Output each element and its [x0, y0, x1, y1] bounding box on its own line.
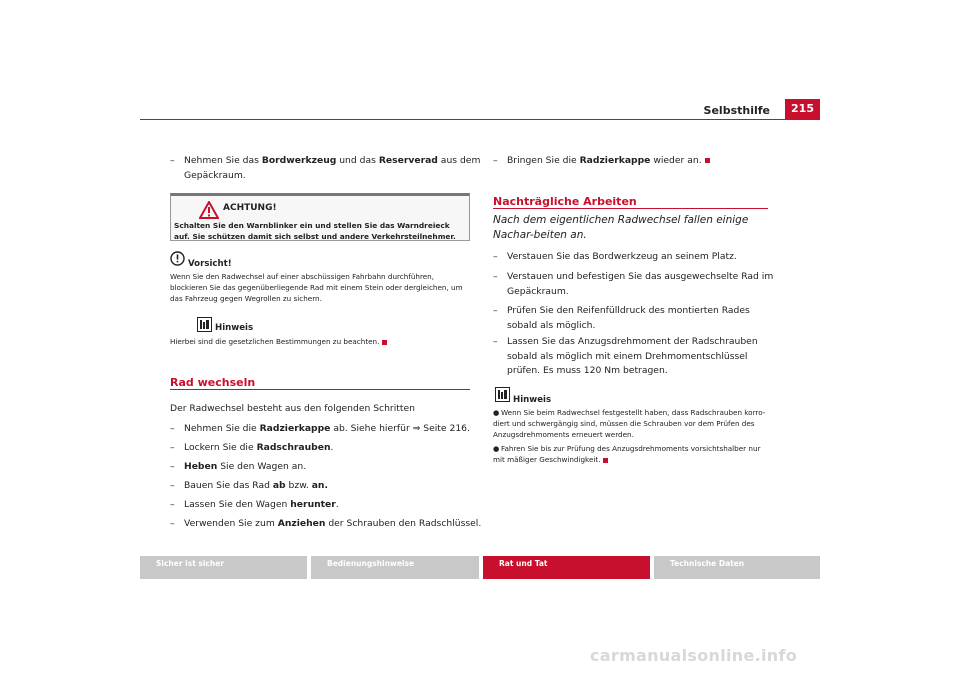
section-intro-italic: Nach dem eigentlichen Radwechsel fallen einige Nachar-beiten an. [493, 214, 749, 241]
section-title-nachtraegliche-arbeiten: Nachträgliche Arbeiten [493, 195, 637, 208]
step-radschrauben: – Lockern Sie die Radschrauben. [170, 442, 334, 453]
note-title: Hinweis [513, 395, 552, 405]
end-mark [382, 340, 387, 345]
caution-icon [170, 251, 185, 266]
page-number-badge: 215 [785, 99, 820, 119]
end-mark [705, 158, 710, 163]
info-icon [495, 387, 510, 402]
list-item-radzierkappe: – Bringen Sie die Radzierkappe wieder an. [493, 154, 782, 169]
warning-text: Schalten Sie den Warnblinker ein und stellen Sie das Warndreieck auf. Sie schützen damit sich selbst und andere Verkehrsteilnehmer. [174, 221, 456, 241]
step-rad-ab-an: – Bauen Sie das Rad ab bzw. an. [170, 480, 328, 491]
note-bullet: ● Fahren Sie bis zur Prüfung des Anzugsdrehmoments vorsichtshalber nur mit mäßiger Geschwindigkeit. [493, 444, 761, 465]
caution-text: Wenn Sie den Radwechsel auf einer abschüssigen Fahrbahn durchführen, blockieren Sie das gegenüberliegende Rad mit einem Stein oder dergleichen, um das Fahrzeug gegen Wegrollen zu sichern. [170, 272, 463, 304]
warning-triangle-icon [199, 201, 219, 219]
warning-box [170, 193, 470, 241]
header-rule [140, 119, 820, 120]
footer-tab-sicher-ist-sicher[interactable]: Sicher ist sicher [140, 556, 307, 579]
step-anzugsdrehmoment: – Lassen Sie das Anzugsdrehmoment der Radschrauben sobald als möglich mit einem Drehmomentschlüssel prüfen. Es muss 120 Nm betragen. [493, 336, 758, 377]
bullet-icon: ● [493, 444, 500, 453]
section-rule [170, 389, 470, 390]
watermark: carmanualsonline.info [590, 646, 798, 665]
bullet-icon: ● [493, 408, 500, 417]
running-header-title: Selbsthilfe [703, 104, 770, 117]
footer-tab-bedienungshinweise[interactable]: Bedienungshinweise [311, 556, 479, 579]
section-title-rad-wechseln: Rad wechseln [170, 376, 256, 389]
footer-tab-rat-und-tat[interactable]: Rat und Tat [483, 556, 650, 579]
step-herunter: – Lassen Sie den Wagen herunter. [170, 499, 339, 510]
info-icon [197, 317, 212, 332]
section-rule [493, 208, 768, 209]
step-radzierkappe: – Nehmen Sie die Radzierkappe ab. Siehe hierfür ⇒ Seite 216. [170, 423, 470, 434]
step-reserverad: – Verstauen und befestigen Sie das ausgewechselte Rad im Gepäckraum. [493, 271, 774, 297]
step-bordwerkzeug: – Verstauen Sie das Bordwerkzeug an seinem Platz. [493, 251, 737, 262]
end-mark [603, 458, 608, 463]
step-anziehen: – Verwenden Sie zum Anziehen der Schrauben den Radschlüssel. [170, 518, 482, 529]
list-item-tools: – Nehmen Sie das Bordwerkzeug und das Reserverad aus dem Gepäckraum. [170, 155, 481, 181]
section-intro: Der Radwechsel besteht aus den folgenden Schritten [170, 403, 415, 414]
caution-title: Vorsicht! [188, 259, 232, 269]
footer-tab-technische-daten[interactable]: Technische Daten [654, 556, 820, 579]
note-bullet: ● Wenn Sie beim Radwechsel festgestellt haben, dass Radschrauben korro-diert und schwergängig sind, müssen die Schrauben vor dem Prüfen des Anzugsdrehmoments erneuert werden. [493, 408, 766, 440]
warning-title: ACHTUNG! [223, 203, 277, 213]
note-title: Hinweis [215, 323, 254, 333]
step-reifenfuelldruck: – Prüfen Sie den Reifenfülldruck des montierten Rades sobald als möglich. [493, 305, 750, 331]
step-heben: – Heben Sie den Wagen an. [170, 461, 307, 472]
note-text: Hierbei sind die gesetzlichen Bestimmungen zu beachten. [170, 336, 470, 347]
